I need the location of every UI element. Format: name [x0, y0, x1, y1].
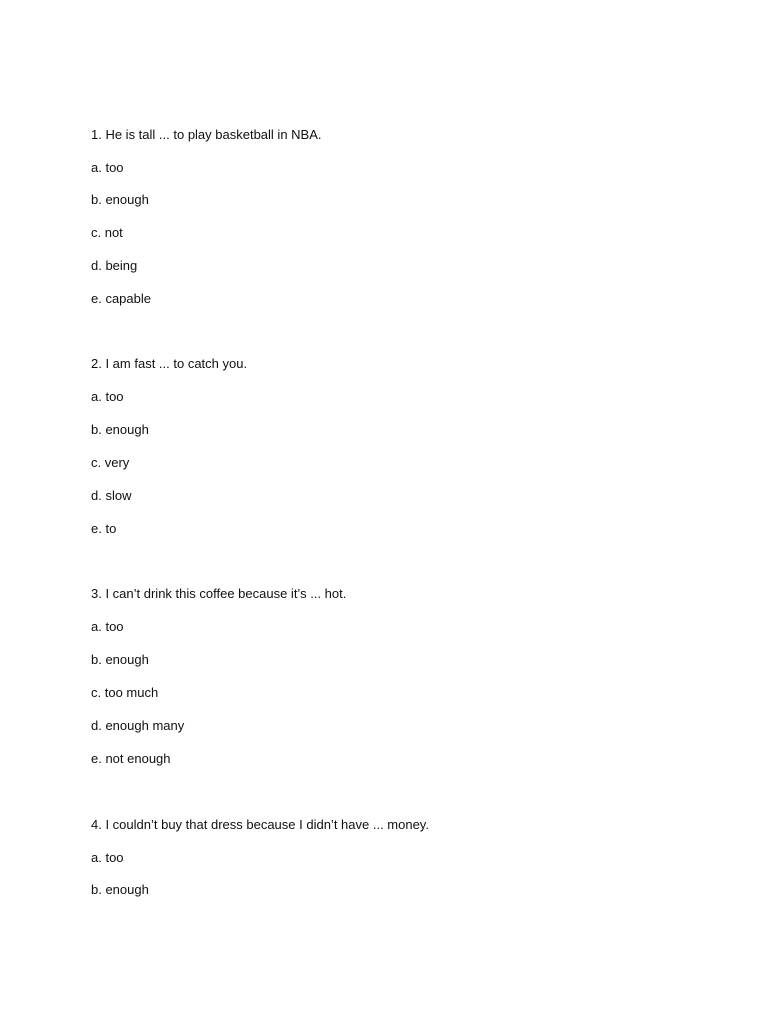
question-1-option-b: b. enough [91, 192, 149, 207]
question-3-option-d: d. enough many [91, 718, 185, 733]
question-2-option-b: b. enough [91, 422, 149, 437]
question-1-option-d: d. being [91, 258, 138, 273]
question-4-prompt: 4. I couldn’t buy that dress because I didn’t have ... money. [91, 817, 429, 832]
question-4-option-a: a. too [91, 850, 124, 865]
question-1-option-e: e. capable [91, 291, 151, 306]
question-2-option-d: d. slow [91, 488, 132, 503]
question-3-option-b: b. enough [91, 652, 149, 667]
question-3-option-e: e. not enough [91, 751, 171, 766]
question-1-option-c: c. not [91, 225, 123, 240]
question-2-option-e: e. to [91, 521, 117, 536]
question-3-option-a: a. too [91, 619, 124, 634]
question-2-prompt: 2. I am fast ... to catch you. [91, 356, 248, 371]
question-1-prompt: 1. He is tall ... to play basketball in NBA. [91, 127, 322, 142]
question-4-option-b: b. enough [91, 882, 149, 897]
question-2-option-c: c. very [91, 455, 130, 470]
question-1-option-a: a. too [91, 160, 124, 175]
question-3-option-c: c. too much [91, 685, 159, 700]
question-3-prompt: 3. I can’t drink this coffee because it’s ... hot. [91, 586, 347, 601]
question-2-option-a: a. too [91, 389, 124, 404]
